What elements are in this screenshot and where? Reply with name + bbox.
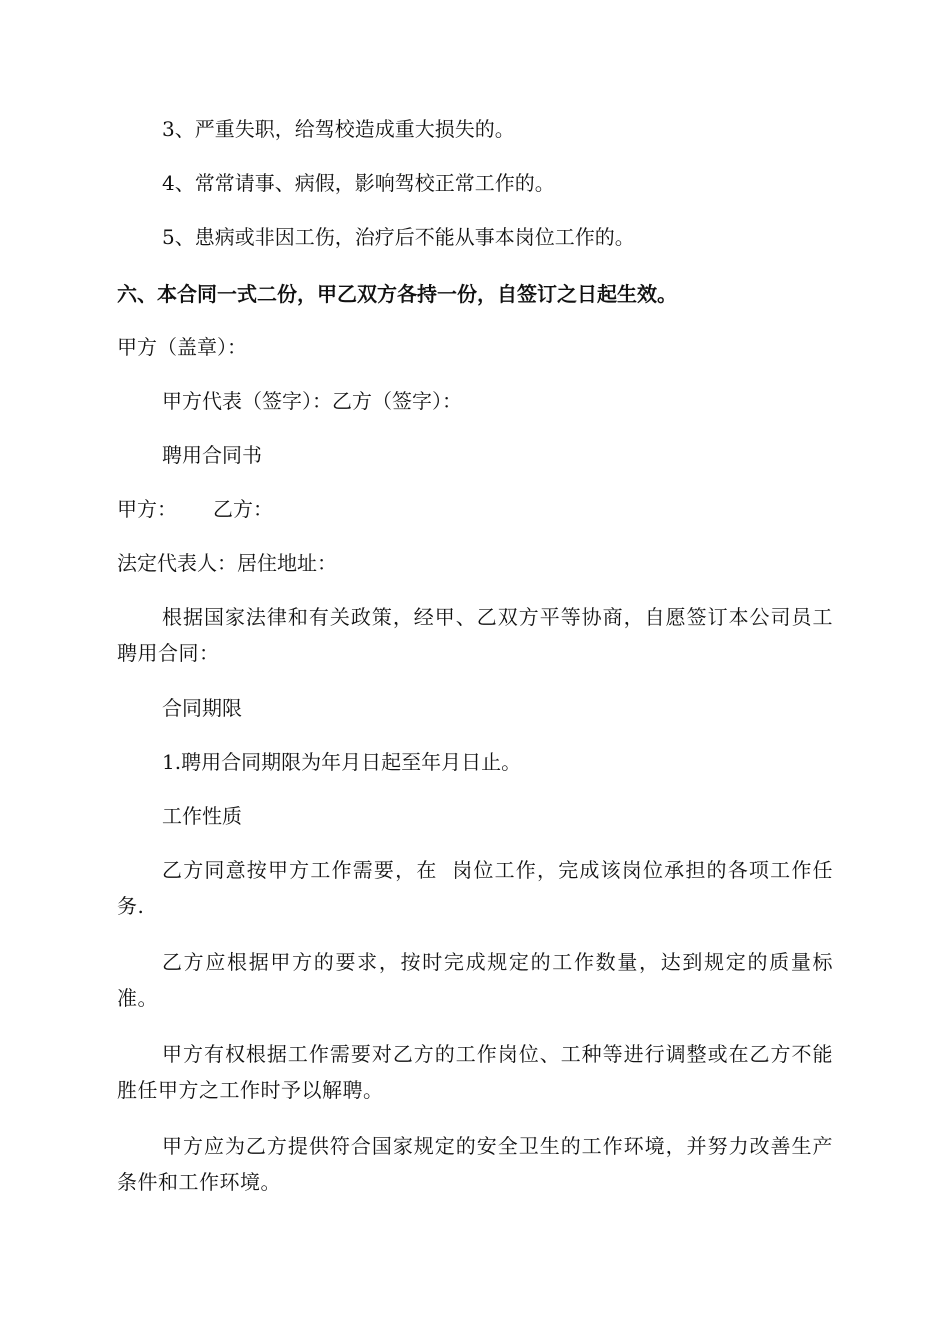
term-heading: 合同期限 [162,696,242,720]
nature-paragraph-3: 甲方有权根据工作需要对乙方的工作岗位、工种等进行调整或在乙方不能胜任甲方之工作时予以解聘。 [117,1042,833,1102]
party-b-label: 乙方： [213,497,273,521]
contract-title: 聘用合同书 [162,443,262,467]
term-clause-1: 1.聘用合同期限为年月日起至年月日止。 [162,750,522,774]
signature-line: 甲方代表（签字）：乙方（签字）： [162,389,462,413]
legal-rep-address-line: 法定代表人：居住地址： [117,551,337,575]
nature-p1-start: 乙方同意按甲方工作需要，在 [162,858,438,882]
nature-paragraph-2: 乙方应根据甲方的要求，按时完成规定的工作数量，达到规定的质量标准。 [117,950,833,1010]
list-item-3: 3、严重失职，给驾校造成重大损失的。 [162,117,515,141]
intro-paragraph: 根据国家法律和有关政策，经甲、乙双方平等协商，自愿签订本公司员工聘用合同： [117,605,833,665]
party-a-label: 甲方： [117,497,177,521]
party-line [117,491,273,527]
list-item-5: 5、患病或非因工伤，治疗后不能从事本岗位工作的。 [162,225,635,249]
nature-heading: 工作性质 [162,804,242,828]
list-item-4: 4、常常请事、病假，影响驾校正常工作的。 [162,171,555,195]
nature-p1-end: 岗位工作，完成该岗位承担的各项工作任务. [117,858,834,918]
nature-paragraph-1 [117,852,833,924]
party-a-seal-line: 甲方（盖章）： [117,335,247,359]
clause-six-heading: 六、本合同一式二份，甲乙双方各持一份，自签订之日起生效。 [117,282,677,306]
nature-paragraph-4: 甲方应为乙方提供符合国家规定的安全卫生的工作环境，并努力改善生产条件和工作环境。 [117,1134,833,1194]
